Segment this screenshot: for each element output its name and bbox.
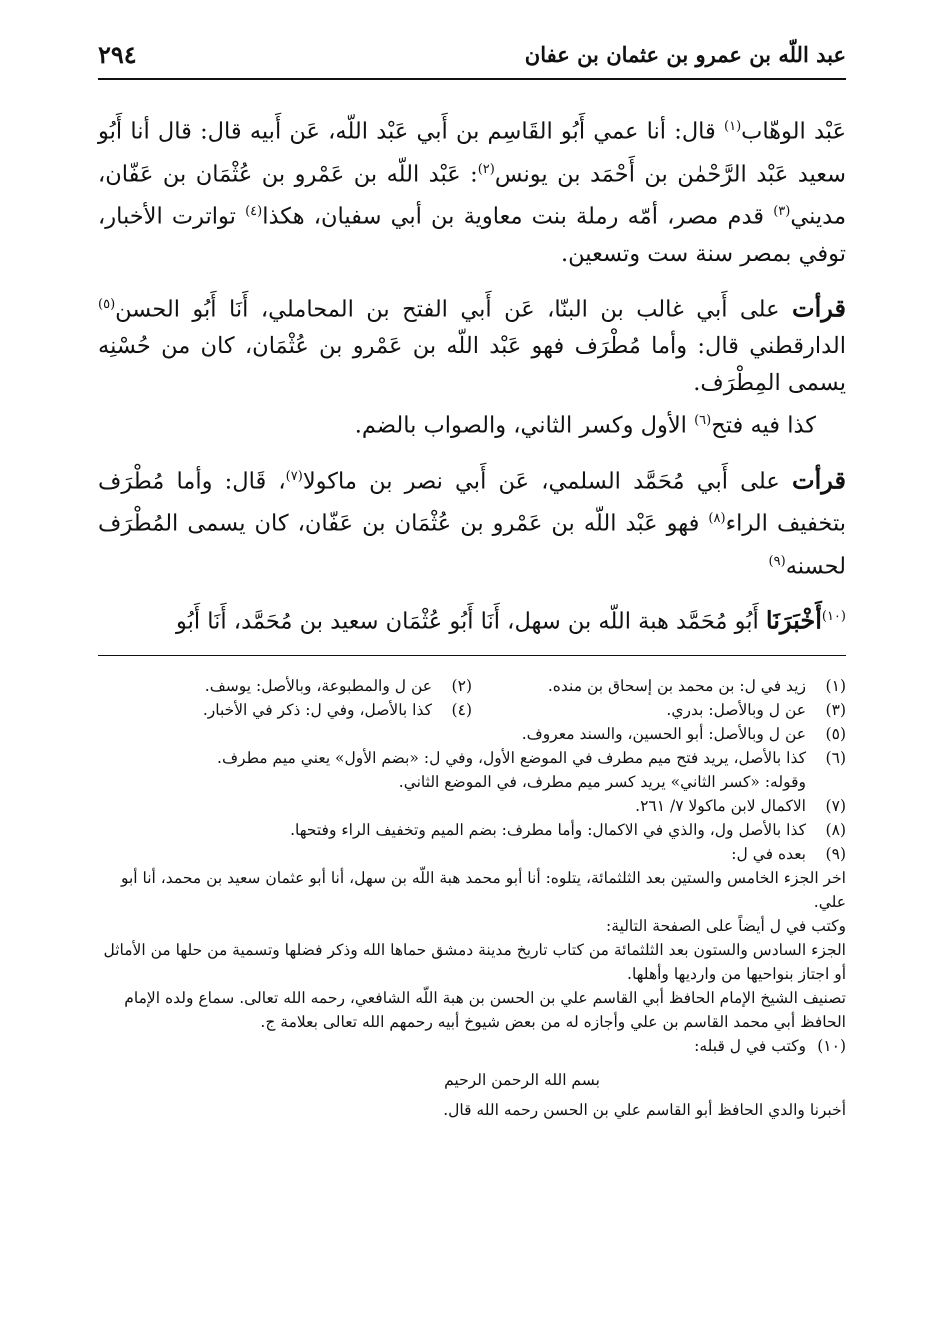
footnote-number: (١٠)	[817, 1037, 846, 1055]
lead-word: قرأت	[792, 465, 846, 494]
footnote-ref-5[interactable]: (٥)	[98, 296, 116, 312]
footnote-text: الاكمال لابن ماكولا ٧/ ٢٦١.	[635, 797, 806, 815]
footnote-6	[98, 746, 846, 794]
footnote-ref-1[interactable]: (١)	[724, 119, 742, 134]
footnote-text: عن ل وبالأصل: أبو الحسين، والسند معروف.	[521, 725, 806, 743]
footnote-9-line-4: تصنيف الشيخ الإمام الحافظ أبي القاسم علي بن الحسن بن هبة اللّه الشافعي، رحمه الله تعالى. سماع ولده الإمام الحافظ أبي محمد القاسم بن علي وأجازه له من بعض شيوخ أبيه رحمهم الله تعالى بعلامة ج.	[124, 989, 846, 1031]
footnote-text: كذا بالأصل، يريد فتح ميم مطرف في الموضع الأول، وفي ل: «بضم الأول» يعني ميم مطرف.	[217, 749, 806, 767]
footnote-9-line-1: اخر الجزء الخامس والستين بعد الثلثمائة، يتلوه: أنا أبو محمد هبة اللّه بن سهل، أنا أبو عثمان سعيد بن محمد، أنا أبو علي.	[120, 869, 846, 911]
footnote-7	[98, 794, 846, 818]
footnote-2	[98, 674, 472, 698]
footnote-ref-4[interactable]: (٤)	[245, 204, 263, 219]
footnote-9	[98, 842, 846, 866]
footnote-text: كذا بالأصل، وفي ل: ذكر في الأخبار.	[202, 701, 432, 719]
page-number: ٢٩٤	[98, 40, 137, 69]
text: تواترت الأخبار، توفي بمصر سنة ست وتسعين.	[98, 203, 846, 267]
footnote-ref-3[interactable]: (٣)	[773, 204, 791, 219]
footnote-number: (١)	[825, 677, 846, 695]
footnote-row	[98, 674, 846, 698]
paragraph-4	[98, 458, 846, 586]
text: الأول وكسر الثاني، والصواب بالضم.	[354, 412, 695, 439]
footnote-ref-2[interactable]: (٢)	[477, 161, 495, 177]
footnote-9-line-3: الجزء السادس والستون بعد الثلثمائة من كتاب تاريخ مدينة دمشق حماها الله وذكر فضلها وتسمية من حلها من الأماثل أو اجتاز بنواحيها من وارديها وأهلها.	[103, 941, 846, 983]
text: على أَبي غالب بن البنّا، عَن أَبي الفتح بن المحاملي، أَنَا أَبُو الحسن	[115, 296, 793, 322]
main-text	[98, 108, 846, 641]
footnote-text: عن ل والمطبوعة، وبالأصل: يوسف.	[204, 677, 432, 695]
footnote-continuation: وقوله: «كسر الثاني» يريد كسر ميم مطرف، في الموضع الثاني.	[398, 773, 806, 791]
footnote-9-line-2: وكتب في ل أيضاً على الصفحة التالية:	[606, 917, 846, 935]
footnote-row	[98, 698, 846, 722]
footnote-5	[98, 722, 846, 746]
footnote-number: (٢)	[451, 677, 472, 695]
paragraph-3	[98, 402, 846, 445]
text: عَبْد الوهّاب	[741, 118, 847, 145]
header-title: عبد اللّه بن عمرو بن عثمان بن عفان	[524, 42, 846, 67]
header-rule	[98, 78, 846, 80]
footnote-number: (٥)	[825, 725, 846, 743]
text: قال: أنا عمي أَبُو القَاسِم بن أَبي عَبْد اللّه، عَن أَبيه قال: قال أنا أَبُو سعيد عَبْد الرَّحْمٰن بن أَحْمَد بن يونس	[98, 118, 847, 187]
footnote-text: بعده في ل:	[731, 845, 806, 863]
lead-word: قرأت	[792, 293, 846, 322]
footnote-10-line: أخبرنا والدي الحافظ أبو القاسم علي بن الحسن رحمه الله قال.	[443, 1101, 846, 1119]
text: : عَبْد اللّه بن عَمْرو بن عُثْمَان بن عَفّان، مديني	[98, 161, 846, 230]
footnote-text: عن ل وبالأصل: بدري.	[666, 701, 806, 719]
text: أَبُو مُحَمَّد هبة اللّه بن سهل، أَنَا أَبُو عُثْمَان سعيد بن مُحَمَّد، أَنَا أَبُو	[176, 608, 766, 635]
footnote-ref-10[interactable]: (١٠)	[821, 609, 846, 624]
footnote-number: (٧)	[825, 797, 846, 815]
footnote-number: (٤)	[451, 701, 472, 719]
paragraph-1	[98, 108, 846, 273]
footnote-4	[98, 698, 472, 722]
footnote-10	[98, 1034, 846, 1058]
footnote-ref-7[interactable]: (٧)	[285, 468, 303, 484]
text: على أَبي مُحَمَّد السلمي، عَن أَبي نصر بن ماكولا	[302, 468, 793, 494]
text: ، قَال: وأما مُطْرَف بتخفيف الراء	[98, 468, 847, 537]
bismillah: بسم الله الرحمن الرحيم	[444, 1071, 600, 1089]
text: الدارقطني قال: وأما مُطْرَف فهو عَبْد اللّه بن عَمْرو بن عُثْمَان، كان من حُسْنِه يسمى المِطْرَف.	[98, 333, 846, 396]
footnote-number: (٨)	[825, 821, 846, 839]
lead-word: أَخْبَرَنَا	[765, 605, 822, 635]
footnote-ref-6[interactable]: (٦)	[694, 413, 712, 428]
text: فهو عَبْد اللّه بن عَمْرو بن عُثْمَان بن عَفّان، كان يسمى المُطْرَف لحسنه	[98, 510, 846, 579]
running-header	[98, 38, 846, 80]
footnote-text: كذا بالأصل ول، والذي في الاكمال: وأما مطرف: بضم الميم وتخفيف الراء وفتحها.	[290, 821, 806, 839]
footnote-3	[472, 698, 846, 722]
footnote-ref-8[interactable]: (٨)	[708, 511, 726, 526]
footnote-text: زيد في ل: بن محمد بن إسحاق بن منده.	[547, 677, 806, 695]
footnotes	[98, 674, 846, 1122]
paragraph-2	[98, 286, 846, 403]
paragraph-5	[98, 598, 846, 641]
footnote-number: (٣)	[825, 701, 846, 719]
footnote-number: (٩)	[825, 845, 846, 863]
footnote-text: وكتب في ل قبله:	[694, 1037, 806, 1055]
footnote-ref-9[interactable]: (٩)	[768, 553, 786, 569]
footnote-8	[98, 818, 846, 842]
footnote-number: (٦)	[825, 749, 846, 767]
text: قدم مصر، أمّه رملة بنت معاوية بن أبي سفيان، هكذا	[262, 203, 774, 230]
text: كذا فيه فتح	[711, 412, 816, 439]
footnote-1	[472, 674, 846, 698]
footnote-rule	[98, 655, 846, 656]
